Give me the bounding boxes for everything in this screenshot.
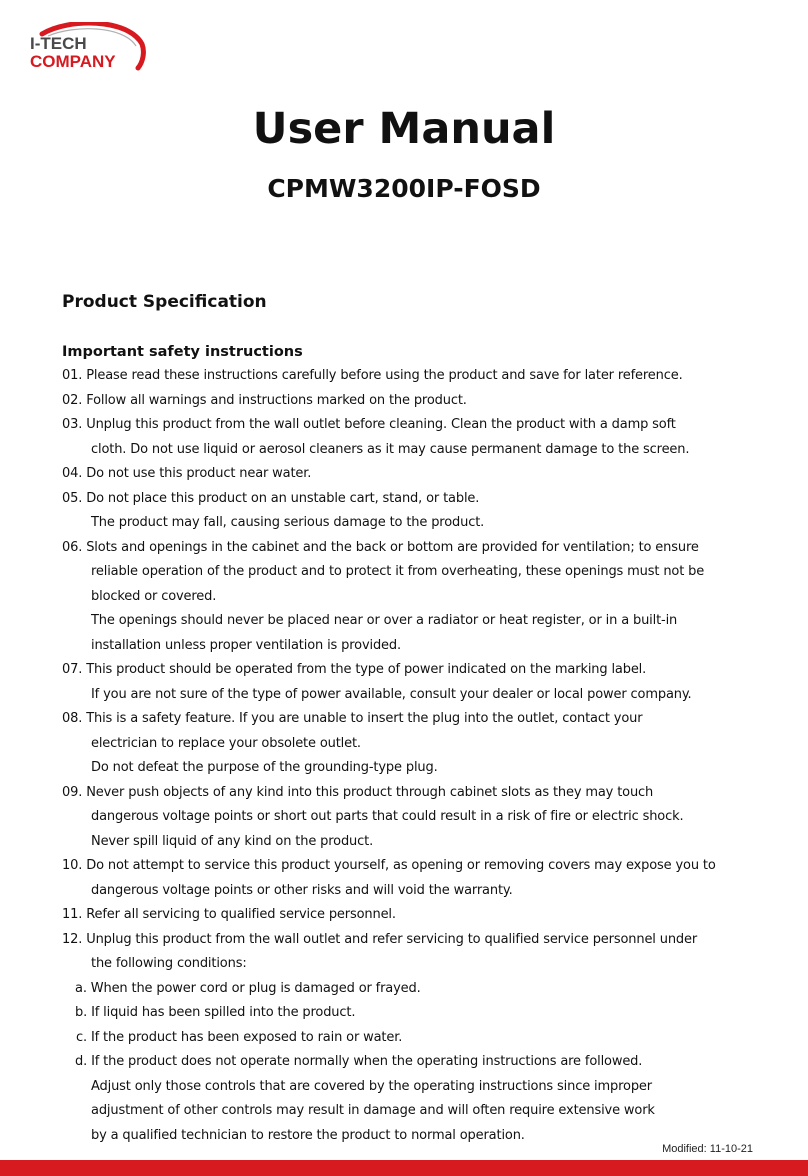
instruction-09: 09. Never push objects of any kind into this product through cabinet slots as they may touch bbox=[62, 784, 654, 800]
instruction-08-note: Do not defeat the purpose of the grounding-type plug. bbox=[91, 760, 438, 775]
instruction-12: 12. Unplug this product from the wall outlet and refer servicing to qualified service personnel under bbox=[62, 931, 698, 947]
instruction-05-continued: The product may fall, causing serious damage to the product. bbox=[91, 515, 485, 530]
instruction-12-continued: the following conditions: bbox=[91, 956, 247, 971]
condition-b: b. If liquid has been spilled into the product. bbox=[75, 1005, 356, 1020]
section-heading-safety-instructions: Important safety instructions bbox=[62, 344, 303, 360]
logo-mark bbox=[28, 22, 146, 72]
instruction-03: 03. Unplug this product from the wall outlet before cleaning. Clean the product with a damp soft bbox=[62, 417, 676, 432]
condition-d-continued: Adjust only those controls that are covered by the operating instructions since improper bbox=[91, 1078, 652, 1094]
document-title: User Manual bbox=[252, 104, 556, 154]
instruction-10-continued: dangerous voltage points or other risks and will void the warranty. bbox=[91, 882, 513, 898]
company-logo bbox=[28, 22, 146, 72]
condition-c: c. If the product has been exposed to rain or water. bbox=[76, 1029, 403, 1045]
instruction-06-continued: blocked or covered. bbox=[91, 588, 217, 604]
instruction-02: 02. Follow all warnings and instructions marked on the product. bbox=[62, 392, 467, 408]
condition-d-continued: adjustment of other controls may result in damage and will often require extensive work bbox=[91, 1103, 655, 1118]
instruction-07-continued: If you are not sure of the type of power available, consult your dealer or local power company. bbox=[91, 686, 692, 702]
instruction-01: 01. Please read these instructions carefully before using the product and save for later reference. bbox=[62, 368, 683, 383]
condition-d-continued: by a qualified technician to restore the product to normal operation. bbox=[91, 1127, 525, 1143]
instruction-06-continued: reliable operation of the product and to protect it from overheating, these openings must not be bbox=[91, 564, 705, 579]
modified-date: Modified: 11-10-21 bbox=[662, 1143, 753, 1155]
logo-line1: I-TECH bbox=[30, 34, 87, 53]
instruction-06-note-continued: installation unless proper ventilation is provided. bbox=[91, 637, 401, 653]
instruction-07: 07. This product should be operated from the type of power indicated on the marking label. bbox=[62, 662, 647, 677]
instruction-09-continued: dangerous voltage points or short out parts that could result in a risk of fire or electric shock. bbox=[91, 809, 684, 824]
instruction-09-note: Never spill liquid of any kind on the product. bbox=[91, 833, 374, 849]
instruction-08-continued: electrician to replace your obsolete outlet. bbox=[91, 735, 361, 751]
safety-instructions-list bbox=[62, 364, 742, 1148]
logo-line2: COMPANY bbox=[30, 52, 116, 71]
model-number: CPMW3200IP-FOSD bbox=[267, 174, 541, 203]
instruction-05: 05. Do not place this product on an unstable cart, stand, or table. bbox=[62, 490, 480, 506]
instruction-04: 04. Do not use this product near water. bbox=[62, 466, 312, 481]
condition-d: d. If the product does not operate normally when the operating instructions are followed. bbox=[75, 1054, 643, 1069]
instruction-06-note: The openings should never be placed near or over a radiator or heat register, or in a built-in bbox=[91, 613, 678, 628]
condition-a: a. When the power cord or plug is damaged or frayed. bbox=[75, 980, 421, 996]
instruction-08: 08. This is a safety feature. If you are unable to insert the plug into the outlet, contact your bbox=[62, 711, 643, 726]
instruction-06: 06. Slots and openings in the cabinet and the back or bottom are provided for ventilation; to ensure bbox=[62, 539, 699, 555]
instruction-11: 11. Refer all servicing to qualified service personnel. bbox=[62, 907, 396, 922]
instruction-10: 10. Do not attempt to service this product yourself, as opening or removing covers may expose you to bbox=[62, 858, 716, 873]
footer-bar bbox=[0, 1160, 808, 1176]
instruction-03-continued: cloth. Do not use liquid or aerosol cleaners as it may cause permanent damage to the screen. bbox=[91, 441, 690, 457]
section-heading-product-specification: Product Specification bbox=[62, 292, 267, 312]
